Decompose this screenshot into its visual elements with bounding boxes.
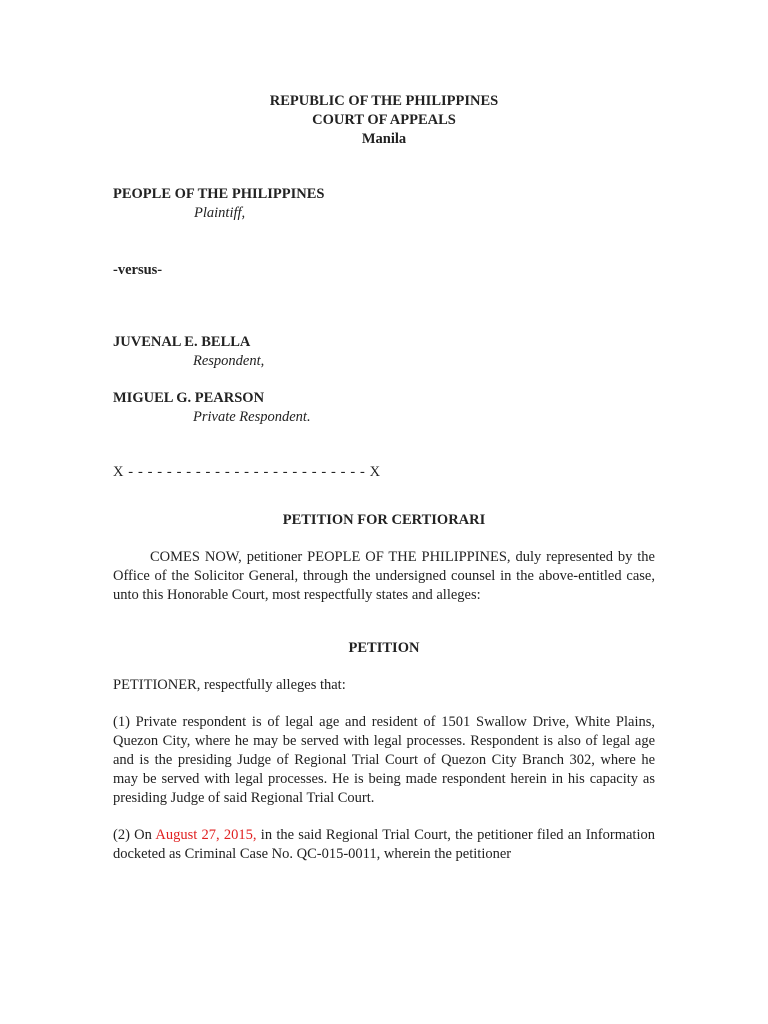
respondent-role: Respondent, xyxy=(193,353,265,369)
versus-label: -versus- xyxy=(113,262,163,278)
section-heading: PETITION xyxy=(348,640,420,656)
plaintiff-role: Plaintiff, xyxy=(194,205,246,221)
document-title: PETITION FOR CERTIORARI xyxy=(282,512,486,528)
respondent-name: JUVENAL E. BELLA xyxy=(113,334,251,350)
caption-republic: REPUBLIC OF THE PHILIPPINES xyxy=(269,93,499,109)
lead-paragraph: PETITIONER, respectfully alleges that: xyxy=(113,677,346,693)
allegation-2 xyxy=(113,826,655,864)
allegation-2-date: August 27, 2015, xyxy=(155,827,257,843)
private-respondent-role: Private Respondent. xyxy=(193,409,311,425)
document-page xyxy=(113,92,655,864)
caption-city: Manila xyxy=(361,131,407,147)
caption-court: COURT OF APPEALS xyxy=(312,112,456,128)
allegation-2-prefix: (2) On xyxy=(113,827,156,843)
allegation-1: (1) Private respondent is of legal age and resident of 1501 Swallow Drive, White Plains, Quezon City, where he may be served with legal processes. Respondent is also of legal age and is the presiding Judge of Regional Trial Court of Quezon City Branch 302, where he may be served with legal processes. He is being made respondent herein in his capacity as presiding Judge of said Regional Trial Court. xyxy=(113,714,655,806)
plaintiff-name: PEOPLE OF THE PHILIPPINES xyxy=(113,186,325,202)
allegation-2-rest: in the said Regional Trial Court, the petitioner filed an Information docketed as Criminal Case No. QC-015-0011, wherein the petitioner xyxy=(113,827,655,862)
intro-paragraph: COMES NOW, petitioner PEOPLE OF THE PHILIPPINES, duly represented by the Office of the Solicitor General, through the undersigned counsel in the above-entitled case, unto this Honorable Court, most respectfully states and alleges: xyxy=(113,549,655,603)
caption-separator: X - - - - - - - - - - - - - - - - - - - - - - - - - X xyxy=(113,464,381,480)
private-respondent-name: MIGUEL G. PEARSON xyxy=(113,390,265,406)
